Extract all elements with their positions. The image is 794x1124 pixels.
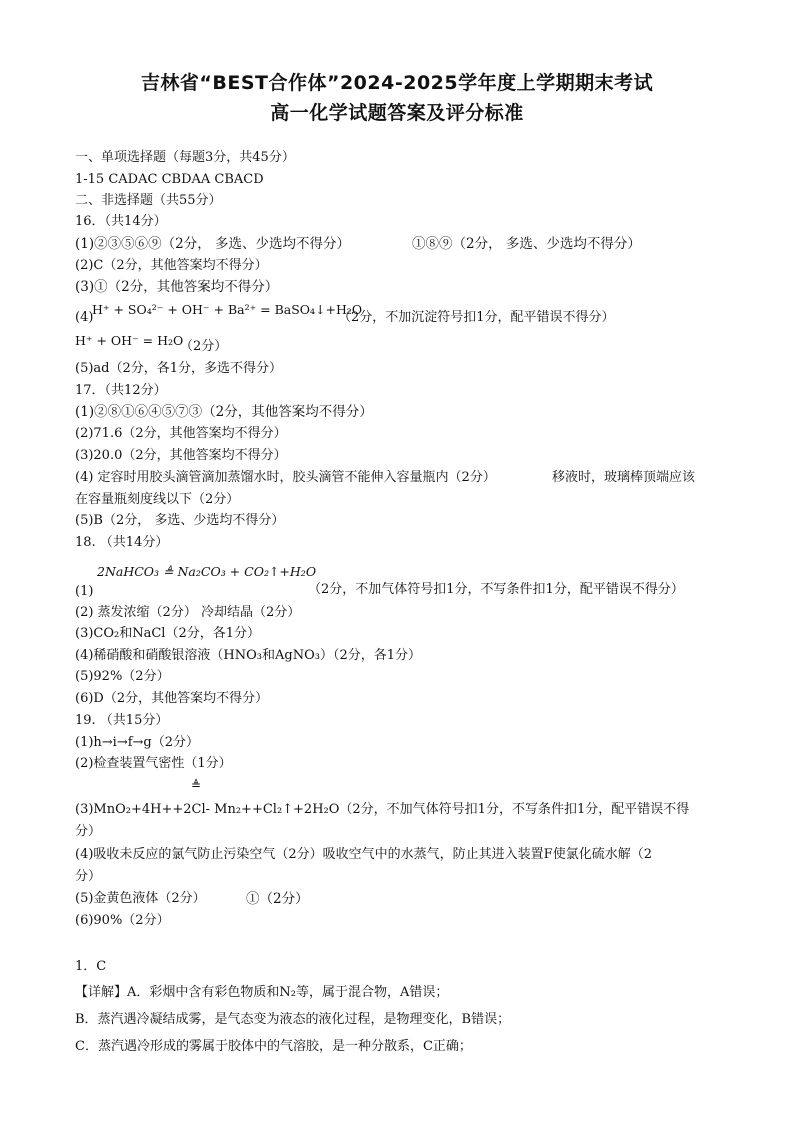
q16-5-answer: (5)ad（2分，各1分，多选不得分） [75,361,283,376]
q17-5-answer: (5)B（2分， 多选、少选均不得分） [75,513,285,528]
q19-4-answer-cont: 分） [75,869,102,884]
q18-5-answer: (5)92%（2分） [75,669,170,684]
q19-1-answer: (1)h→i→f→g（2分） [75,735,200,750]
q18-3-answer: (3)CO₂和NaCl（2分，各1分） [75,626,261,641]
q16-4-equation-2: H⁺ + OH⁻ = H₂O [75,333,184,348]
q16-1-answer-b: ①⑧⑨（2分， 多选、少选均不得分） [412,236,641,252]
q17-2-answer: (2)71.6（2分，其他答案均不得分） [75,426,287,441]
mcq-answers: 1-15 CADAC CBDAA CBACD [75,172,264,187]
q19-3-answer: (3)MnO₂+4H++2Cl- Mn₂++Cl₂↑+2H₂O（2分，不加气体符号扣1分，不写条件扣1分，配平错误不得 [75,802,690,817]
q16-4-note: （2分，不加沉淀符号扣1分，配平错误不得分） [338,310,615,325]
q18-1-note: （2分，不加气体符号扣1分，不写条件扣1分，配平错误不得分） [308,582,684,597]
explanation-q1-a: 【详解】A．彩烟中含有彩色物质和N₂等，属于混合物，A错误； [75,985,449,1000]
section-1-heading: 一、单项选择题（每题3分，共45分） [75,150,295,165]
q18-4-answer: (4)稀硝酸和硝酸银溶液（HNO₃和AgNO₃）（2分，各1分） [75,648,421,663]
q18-6-answer: (6)D（2分，其他答案均不得分） [75,691,269,706]
explanation-q1-heading: 1．C [75,959,107,974]
q19-heading: 19. （共15分） [75,713,169,728]
q16-heading: 16．（共14分） [75,214,167,229]
q19-3-heat-condition: ≜ [191,778,202,792]
section-2-heading: 二、非选择题（共55分） [75,193,222,208]
document-title: 吉林省“BEST合作体”2024-2025学年度上学期期末考试 [140,72,654,94]
q19-5-answer-b: ①（2分） [246,891,309,907]
q19-3-answer-cont: 分） [75,824,102,839]
q19-4-answer: (4)吸收未反应的氯气防止污染空气（2分）吸收空气中的水蒸气，防止其进入装置F使氯化硫水解（2 [75,847,652,862]
explanation-q1-b: B．蒸汽遇冷凝结成雾，是气态变为液态的液化过程，是物理变化，B错误； [75,1012,511,1027]
q19-6-answer: (6)90%（2分） [75,913,170,928]
q17-4-answer-b: 移液时，玻璃棒顶端应该 [552,470,696,485]
q17-1-answer: (1)②⑧①⑥④⑤⑦③（2分，其他答案均不得分） [75,404,373,420]
q18-1-equation: 2NaHCO₃ ≜ Na₂CO₃ + CO₂↑+H₂O [97,564,317,579]
q19-5-answer-a: (5)金黄色液体（2分） [75,891,206,906]
q16-4-equation: H⁺ + SO₄²⁻ + OH⁻ + Ba²⁺ = BaSO₄↓+H₂O [92,302,363,317]
q17-3-answer: (3)20.0（2分，其他答案均不得分） [75,448,287,463]
q16-2-answer: (2)C（2分，其他答案均不得分） [75,258,268,273]
q17-heading: 17．（共12分） [75,383,167,398]
q16-4-label: (4) [75,310,94,325]
q16-4-note-2: （2分） [180,339,228,354]
explanation-q1-c: C．蒸汽遇冷形成的雾属于胶体中的气溶胶，是一种分散系，C正确； [75,1039,472,1054]
q16-3-answer: (3)①（2分，其他答案均不得分） [75,279,279,295]
q18-2-answer: (2) 蒸发浓缩（2分） 冷却结晶（2分） [75,605,301,620]
q19-2-answer: (2)检查装置气密性（1分） [75,756,232,771]
q17-4-answer-a: (4) 定容时用胶头滴管滴加蒸馏水时，胶头滴管不能伸入容量瓶内（2分） [75,470,496,485]
q18-heading: 18. （共14分） [75,535,169,550]
q18-1-label: (1) [75,584,94,599]
q16-1-answer-a: (1)②③⑤⑥⑨（2分， 多选、少选均不得分） [75,236,351,252]
document-subtitle: 高一化学试题答案及评分标准 [270,102,524,124]
q17-4-answer-cont: 在容量瓶刻度线以下（2分） [75,492,240,507]
